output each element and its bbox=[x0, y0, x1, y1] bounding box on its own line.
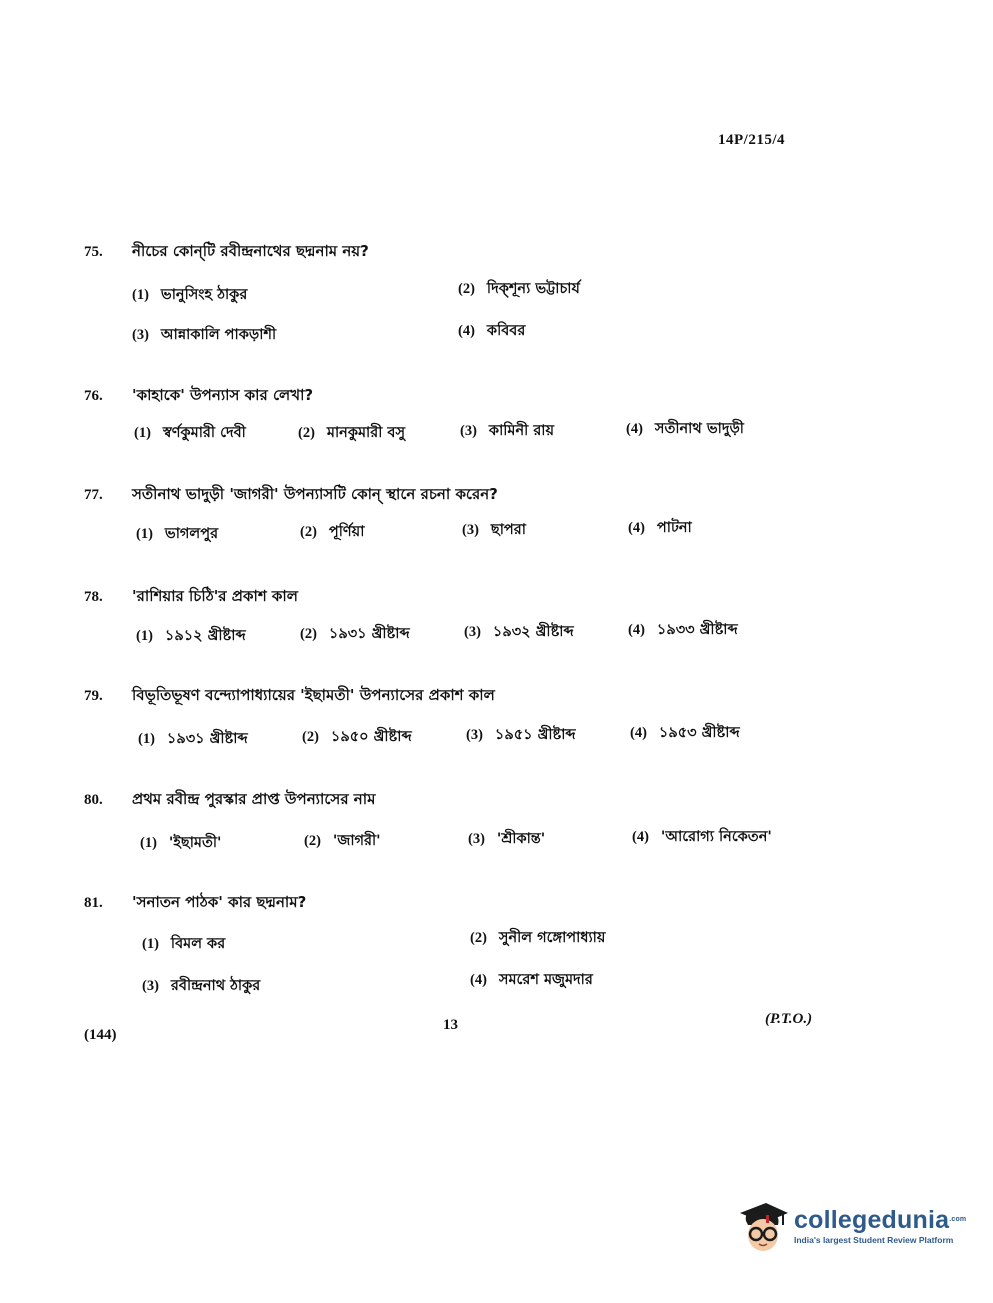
option-4 bbox=[628, 619, 738, 643]
option-number: (1) bbox=[142, 936, 159, 952]
question-80 bbox=[84, 788, 844, 894]
option-1 bbox=[136, 625, 246, 649]
option-number: (3) bbox=[460, 423, 477, 439]
option-number: (3) bbox=[466, 727, 483, 743]
option-text: ১৯১২ খ্রীষ্টাব্দ bbox=[164, 628, 246, 644]
question-number: 81. bbox=[84, 895, 103, 911]
option-text: ১৯৩১ খ্রীষ্টাব্দ bbox=[166, 731, 248, 747]
options bbox=[84, 611, 844, 691]
question-77 bbox=[84, 483, 844, 589]
option-1 bbox=[132, 284, 247, 308]
option-4 bbox=[628, 517, 692, 541]
option-number: (3) bbox=[464, 624, 481, 640]
option-3 bbox=[466, 724, 576, 748]
question-81 bbox=[84, 891, 844, 997]
option-2 bbox=[300, 623, 410, 647]
option-number: (3) bbox=[468, 831, 485, 847]
brand-domain-suffix: .com bbox=[949, 1216, 967, 1223]
option-4 bbox=[470, 969, 593, 993]
option-3 bbox=[460, 420, 554, 444]
option-number: (1) bbox=[136, 628, 153, 644]
option-text: বিমল কর bbox=[170, 936, 226, 952]
question-number: 76. bbox=[84, 388, 103, 404]
option-3 bbox=[464, 621, 574, 645]
option-number: (2) bbox=[298, 425, 315, 441]
collegedunia-logo-icon bbox=[736, 1197, 790, 1255]
brand-tagline: India's largest Student Review Platform bbox=[794, 1235, 954, 1245]
option-text: পূর্ণিয়া bbox=[328, 524, 365, 540]
option-number: (3) bbox=[462, 522, 479, 538]
option-text: ১৯৫০ খ্রীষ্টাব্দ bbox=[330, 729, 412, 745]
option-number: (2) bbox=[300, 626, 317, 642]
options bbox=[84, 509, 844, 589]
option-number: (3) bbox=[132, 327, 149, 343]
option-text: পাটনা bbox=[656, 520, 692, 536]
option-text: রবীন্দ্রনাথ ঠাকুর bbox=[170, 978, 261, 994]
option-text: ভাগলপুর bbox=[164, 526, 219, 542]
question-text: নীচের কোন্‌টি রবীন্দ্রনাথের ছদ্মনাম নয়? bbox=[132, 242, 369, 260]
option-number: (1) bbox=[134, 425, 151, 441]
option-text: সুনীল গঙ্গোপাধ্যায় bbox=[498, 930, 606, 946]
option-number: (4) bbox=[628, 520, 645, 536]
option-text: 'জাগরী' bbox=[332, 833, 381, 849]
option-text: মানকুমারী বসু bbox=[326, 425, 406, 441]
option-number: (1) bbox=[132, 287, 149, 303]
option-1 bbox=[142, 933, 225, 957]
question-text: 'রাশিয়ার চিঠি'র প্রকাশ কাল bbox=[132, 587, 298, 605]
option-number: (2) bbox=[300, 524, 317, 540]
option-number: (4) bbox=[632, 829, 649, 845]
option-1 bbox=[140, 832, 221, 856]
option-2 bbox=[298, 422, 405, 446]
option-text: 'শ্রীকান্ত' bbox=[496, 831, 546, 847]
option-text: সমরেশ মজুমদার bbox=[498, 972, 593, 988]
question-75 bbox=[84, 240, 844, 346]
option-text: ১৯৫৩ খ্রীষ্টাব্দ bbox=[658, 725, 740, 741]
option-2 bbox=[458, 278, 580, 302]
option-number: (4) bbox=[470, 972, 487, 988]
option-3 bbox=[132, 324, 276, 348]
option-2 bbox=[300, 521, 364, 545]
question-text: 'কাহাকে' উপন্যাস কার লেখা? bbox=[132, 386, 314, 404]
option-1 bbox=[136, 523, 218, 547]
option-text: দিক্‌শূন্য ভট্টাচার্য bbox=[486, 281, 580, 297]
options bbox=[84, 710, 844, 790]
option-number: (4) bbox=[628, 622, 645, 638]
page-number: 13 bbox=[443, 1017, 458, 1033]
options bbox=[84, 410, 844, 490]
option-4 bbox=[626, 418, 744, 442]
option-text: ১৯৩১ খ্রীষ্টাব্দ bbox=[328, 626, 410, 642]
question-number: 77. bbox=[84, 487, 103, 503]
option-text: 'ইছামতী' bbox=[168, 835, 222, 851]
option-text: ভানুসিংহ ঠাকুর bbox=[160, 287, 248, 303]
brand-name bbox=[794, 1206, 966, 1234]
option-number: (2) bbox=[302, 729, 319, 745]
option-text: ১৯৩৩ খ্রীষ্টাব্দ bbox=[656, 622, 738, 638]
question-79 bbox=[84, 684, 844, 790]
option-2 bbox=[302, 726, 412, 750]
option-4 bbox=[630, 722, 740, 746]
option-1 bbox=[134, 422, 246, 446]
option-4 bbox=[632, 826, 772, 850]
option-number: (4) bbox=[630, 725, 647, 741]
option-text: কামিনী রায় bbox=[488, 423, 555, 439]
option-text: কবিবর bbox=[486, 323, 526, 339]
question-76 bbox=[84, 384, 844, 490]
option-3 bbox=[142, 975, 260, 999]
option-2 bbox=[470, 927, 605, 951]
please-turn-over: (P.T.O.) bbox=[765, 1011, 813, 1027]
question-text: 'সনাতন পাঠক' কার ছদ্মনাম? bbox=[132, 893, 307, 911]
option-number: (4) bbox=[626, 421, 643, 437]
options bbox=[84, 917, 844, 997]
question-text: বিভূতিভূষণ বন্দ্যোপাধ্যায়ের 'ইছামতী' উপন্যাসের প্রকাশ কাল bbox=[132, 686, 495, 704]
option-text: সতীনাথ ভাদুড়ী bbox=[654, 421, 744, 437]
question-number: 80. bbox=[84, 792, 103, 808]
option-3 bbox=[468, 828, 545, 852]
options bbox=[84, 266, 844, 346]
question-text: সতীনাথ ভাদুড়ী 'জাগরী' উপন্যাসটি কোন্‌ স্থানে রচনা করেন? bbox=[132, 485, 498, 503]
option-4 bbox=[458, 320, 525, 344]
options bbox=[84, 814, 844, 894]
question-78 bbox=[84, 585, 844, 691]
option-text: ১৯৩২ খ্রীষ্টাব্দ bbox=[492, 624, 574, 640]
option-number: (1) bbox=[136, 526, 153, 542]
question-number: 79. bbox=[84, 688, 103, 704]
option-number: (2) bbox=[458, 281, 475, 297]
question-text: প্রথম রবীন্দ্র পুরস্কার প্রাপ্ত উপন্যাসের নাম bbox=[132, 790, 376, 808]
question-number: 75. bbox=[84, 244, 103, 260]
option-number: (3) bbox=[142, 978, 159, 994]
collegedunia-watermark bbox=[736, 1196, 966, 1256]
option-text: আন্নাকালি পাকড়াশী bbox=[160, 327, 277, 343]
option-3 bbox=[462, 519, 526, 543]
option-number: (1) bbox=[138, 731, 155, 747]
option-text: ছাপরা bbox=[490, 522, 526, 538]
option-1 bbox=[138, 728, 248, 752]
option-number: (2) bbox=[304, 833, 321, 849]
brand-text bbox=[794, 1206, 966, 1246]
option-number: (1) bbox=[140, 835, 157, 851]
footer-booklet-count: (144) bbox=[84, 1027, 117, 1043]
paper-code: 14P/215/4 bbox=[718, 132, 785, 148]
brand-name-text: collegedunia bbox=[794, 1206, 950, 1234]
option-number: (2) bbox=[470, 930, 487, 946]
option-text: ১৯৫১ খ্রীষ্টাব্দ bbox=[494, 727, 576, 743]
option-number: (4) bbox=[458, 323, 475, 339]
option-text: 'আরোগ্য নিকেতন' bbox=[660, 829, 772, 845]
question-number: 78. bbox=[84, 589, 103, 605]
option-2 bbox=[304, 830, 381, 854]
option-text: স্বর্ণকুমারী দেবী bbox=[162, 425, 246, 441]
